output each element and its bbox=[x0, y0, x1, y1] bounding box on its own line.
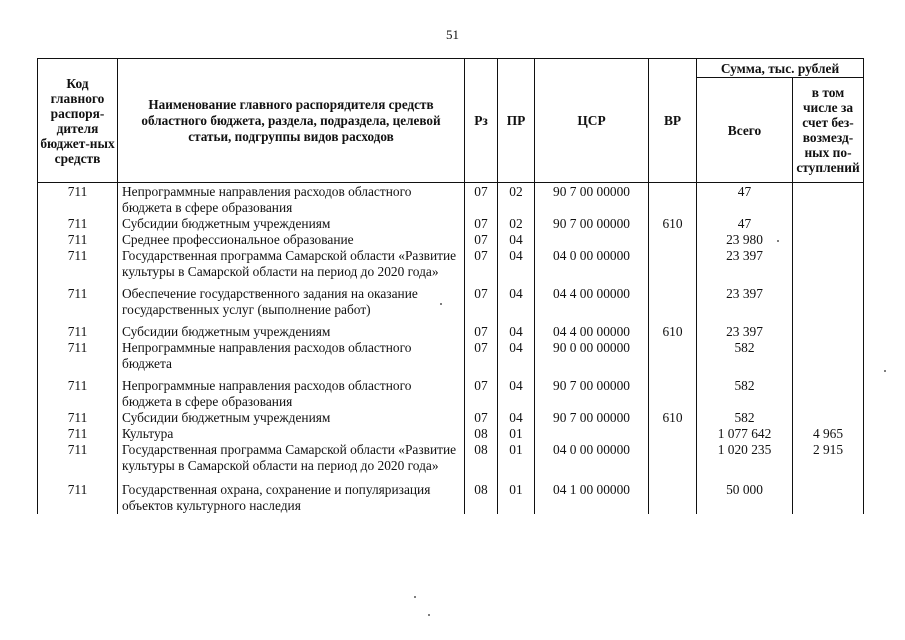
cell-csr: 04 4 00 00000 bbox=[535, 318, 649, 340]
cell-name: Непрограммные направления расходов областного бюджета bbox=[118, 340, 465, 372]
cell-free bbox=[793, 410, 864, 426]
table-row bbox=[38, 442, 864, 474]
cell-total: 23 397 bbox=[697, 318, 793, 340]
cell-vr: 610 bbox=[649, 216, 697, 232]
cell-pr: 01 bbox=[498, 442, 535, 474]
cell-code: 711 bbox=[38, 248, 118, 280]
cell-name: Субсидии бюджетным учреждениям bbox=[118, 318, 465, 340]
cell-vr bbox=[649, 183, 697, 217]
cell-total: 23 397 bbox=[697, 248, 793, 280]
table-row bbox=[38, 280, 864, 318]
cell-rz: 07 bbox=[465, 318, 498, 340]
cell-pr: 02 bbox=[498, 216, 535, 232]
cell-free bbox=[793, 474, 864, 514]
cell-name: Обеспечение государственного задания на оказание государственных услуг (выполнение работ) bbox=[118, 280, 465, 318]
cell-name: Субсидии бюджетным учреждениям bbox=[118, 410, 465, 426]
cell-free bbox=[793, 248, 864, 280]
cell-free bbox=[793, 372, 864, 410]
header-rz: Рз bbox=[465, 59, 498, 183]
cell-name: Государственная программа Самарской области «Развитие культуры в Самарской области на период до 2020 года» bbox=[118, 442, 465, 474]
cell-pr: 01 bbox=[498, 426, 535, 442]
table-row bbox=[38, 318, 864, 340]
cell-code: 711 bbox=[38, 372, 118, 410]
cell-total: 582 bbox=[697, 372, 793, 410]
cell-total: 47 bbox=[697, 216, 793, 232]
cell-csr: 90 7 00 00000 bbox=[535, 372, 649, 410]
cell-rz: 07 bbox=[465, 280, 498, 318]
cell-csr: 04 4 00 00000 bbox=[535, 280, 649, 318]
scan-speck bbox=[884, 370, 886, 372]
cell-free bbox=[793, 216, 864, 232]
cell-csr: 04 0 00 00000 bbox=[535, 248, 649, 280]
cell-csr: 90 7 00 00000 bbox=[535, 216, 649, 232]
cell-csr: 04 0 00 00000 bbox=[535, 442, 649, 474]
cell-total: 23 980 bbox=[697, 232, 793, 248]
cell-code: 711 bbox=[38, 340, 118, 372]
cell-free bbox=[793, 340, 864, 372]
cell-vr: 610 bbox=[649, 410, 697, 426]
cell-total: 47 bbox=[697, 183, 793, 217]
cell-name: Непрограммные направления расходов областного бюджета в сфере образования bbox=[118, 183, 465, 217]
cell-pr: 04 bbox=[498, 248, 535, 280]
table-row bbox=[38, 474, 864, 514]
cell-csr: 90 0 00 00000 bbox=[535, 340, 649, 372]
cell-rz: 07 bbox=[465, 216, 498, 232]
cell-code: 711 bbox=[38, 426, 118, 442]
header-vr: ВР bbox=[649, 59, 697, 183]
cell-pr: 02 bbox=[498, 183, 535, 217]
budget-table bbox=[37, 58, 864, 514]
cell-total: 23 397 bbox=[697, 280, 793, 318]
cell-name: Государственная программа Самарской области «Развитие культуры в Самарской области на период до 2020 года» bbox=[118, 248, 465, 280]
table-header bbox=[38, 59, 864, 183]
cell-csr: 90 7 00 00000 bbox=[535, 183, 649, 217]
table-row bbox=[38, 340, 864, 372]
cell-free bbox=[793, 318, 864, 340]
cell-code: 711 bbox=[38, 183, 118, 217]
cell-rz: 08 bbox=[465, 474, 498, 514]
cell-code: 711 bbox=[38, 216, 118, 232]
header-pr: ПР bbox=[498, 59, 535, 183]
table-row bbox=[38, 232, 864, 248]
cell-vr bbox=[649, 232, 697, 248]
header-sum-free: в том числе за счет без-возмезд-ных по-ступлений bbox=[793, 78, 864, 183]
cell-rz: 07 bbox=[465, 372, 498, 410]
cell-pr: 04 bbox=[498, 232, 535, 248]
cell-free bbox=[793, 280, 864, 318]
header-csr: ЦСР bbox=[535, 59, 649, 183]
cell-code: 711 bbox=[38, 474, 118, 514]
header-name: Наименование главного распорядителя средств областного бюджета, раздела, подраздела, целевой статьи, подгруппы видов расходов bbox=[118, 59, 465, 183]
cell-free: 4 965 bbox=[793, 426, 864, 442]
cell-code: 711 bbox=[38, 442, 118, 474]
cell-rz: 07 bbox=[465, 248, 498, 280]
header-sum-total: Всего bbox=[697, 78, 793, 183]
cell-free bbox=[793, 183, 864, 217]
table-row bbox=[38, 426, 864, 442]
header-code: Код главного распоря-дителя бюджет-ных средств bbox=[38, 59, 118, 183]
cell-rz: 07 bbox=[465, 232, 498, 248]
cell-vr bbox=[649, 426, 697, 442]
table-row bbox=[38, 248, 864, 280]
cell-code: 711 bbox=[38, 232, 118, 248]
scan-speck bbox=[414, 596, 416, 598]
cell-pr: 04 bbox=[498, 318, 535, 340]
cell-vr bbox=[649, 442, 697, 474]
cell-name: Среднее профессиональное образование bbox=[118, 232, 465, 248]
cell-csr: 90 7 00 00000 bbox=[535, 410, 649, 426]
cell-pr: 04 bbox=[498, 340, 535, 372]
header-sum-group: Сумма, тыс. рублей bbox=[697, 59, 864, 78]
cell-total: 582 bbox=[697, 340, 793, 372]
table-row bbox=[38, 410, 864, 426]
cell-total: 1 077 642 bbox=[697, 426, 793, 442]
cell-vr bbox=[649, 280, 697, 318]
cell-name: Государственная охрана, сохранение и популяризация объектов культурного наследия bbox=[118, 474, 465, 514]
scan-speck bbox=[428, 614, 430, 616]
cell-csr: 04 1 00 00000 bbox=[535, 474, 649, 514]
cell-total: 1 020 235 bbox=[697, 442, 793, 474]
cell-vr bbox=[649, 474, 697, 514]
cell-code: 711 bbox=[38, 318, 118, 340]
cell-pr: 04 bbox=[498, 280, 535, 318]
cell-total: 50 000 bbox=[697, 474, 793, 514]
table-body bbox=[38, 183, 864, 515]
cell-total: 582 bbox=[697, 410, 793, 426]
cell-rz: 07 bbox=[465, 340, 498, 372]
cell-name: Непрограммные направления расходов областного бюджета в сфере образования bbox=[118, 372, 465, 410]
scan-speck bbox=[777, 240, 779, 242]
cell-code: 711 bbox=[38, 280, 118, 318]
cell-vr bbox=[649, 372, 697, 410]
table-row bbox=[38, 183, 864, 217]
cell-free: 2 915 bbox=[793, 442, 864, 474]
table-row bbox=[38, 216, 864, 232]
table-row bbox=[38, 372, 864, 410]
cell-code: 711 bbox=[38, 410, 118, 426]
cell-rz: 07 bbox=[465, 183, 498, 217]
cell-csr bbox=[535, 232, 649, 248]
cell-rz: 08 bbox=[465, 426, 498, 442]
scan-speck bbox=[440, 303, 442, 305]
cell-pr: 04 bbox=[498, 372, 535, 410]
cell-name: Субсидии бюджетным учреждениям bbox=[118, 216, 465, 232]
cell-csr bbox=[535, 426, 649, 442]
cell-pr: 01 bbox=[498, 474, 535, 514]
cell-vr: 610 bbox=[649, 318, 697, 340]
cell-vr bbox=[649, 340, 697, 372]
cell-vr bbox=[649, 248, 697, 280]
page-number: 51 bbox=[446, 27, 459, 42]
cell-rz: 07 bbox=[465, 410, 498, 426]
cell-name: Культура bbox=[118, 426, 465, 442]
cell-free bbox=[793, 232, 864, 248]
cell-rz: 08 bbox=[465, 442, 498, 474]
cell-pr: 04 bbox=[498, 410, 535, 426]
